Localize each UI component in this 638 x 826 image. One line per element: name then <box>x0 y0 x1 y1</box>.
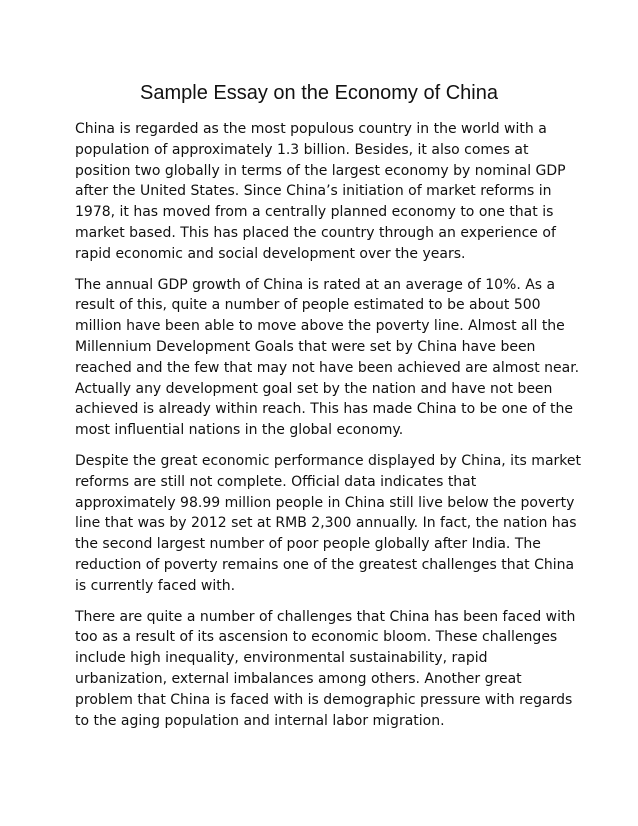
text-line: The annual GDP growth of China is rated at an average of 10%. As a <box>75 276 556 293</box>
text-line: problem that China is faced with is demographic pressure with regards <box>75 691 573 708</box>
paragraph-4 <box>75 607 575 732</box>
text-line: achieved is already within reach. This has made China to be one of the <box>75 401 574 418</box>
text-line: market based. This has placed the country through an experience of <box>75 224 556 241</box>
text-line: million have been able to move above the poverty line. Almost all the <box>75 318 565 335</box>
text-line: Millennium Development Goals that were set by China have been <box>75 338 536 355</box>
text-line: population of approximately 1.3 billion. Besides, it also comes at <box>75 141 529 158</box>
text-line: reforms are still not complete. Official data indicates that <box>75 473 477 490</box>
text-line: after the United States. Since China’s initiation of market reforms in <box>75 183 552 200</box>
text-line: Actually any development goal set by the nation and have not been <box>75 380 553 397</box>
text-line: is currently faced with. <box>75 577 236 594</box>
page-title: Sample Essay on the Economy of China <box>140 82 498 104</box>
essay-body <box>75 119 581 741</box>
text-line: line that was by 2012 set at RMB 2,300 annually. In fact, the nation has <box>75 515 577 532</box>
text-line: 1978, it has moved from a centrally planned economy to one that is <box>75 204 554 221</box>
text-line: China is regarded as the most populous country in the world with a <box>75 121 547 137</box>
text-line: position two globally in terms of the largest economy by nominal GDP <box>75 162 566 179</box>
text-line: to the aging population and internal labor migration. <box>75 712 445 729</box>
text-line: most influential nations in the global economy. <box>75 422 404 439</box>
text-line: There are quite a number of challenges that China has been faced with <box>75 608 576 625</box>
text-line: Despite the great economic performance displayed by China, its market <box>75 452 581 469</box>
paragraph-3 <box>75 451 581 597</box>
text-line: include high inequality, environmental sustainability, rapid <box>75 650 488 667</box>
paragraph-1 <box>75 119 575 265</box>
text-line: the second largest number of poor people globally after India. The <box>75 536 541 553</box>
text-line: reduction of poverty remains one of the greatest challenges that China <box>75 556 575 573</box>
text-line: too as a result of its ascension to economic bloom. These challenges <box>75 629 558 646</box>
text-line: reached and the few that may not have been achieved are almost near. <box>75 359 580 376</box>
text-line: urbanization, external imbalances among others. Another great <box>75 670 522 687</box>
text-line: approximately 98.99 million people in China still live below the poverty <box>75 494 575 511</box>
text-line: result of this, quite a number of people estimated to be about 500 <box>75 297 541 314</box>
text-line: rapid economic and social development over the years. <box>75 245 466 262</box>
paragraph-2 <box>75 275 580 441</box>
